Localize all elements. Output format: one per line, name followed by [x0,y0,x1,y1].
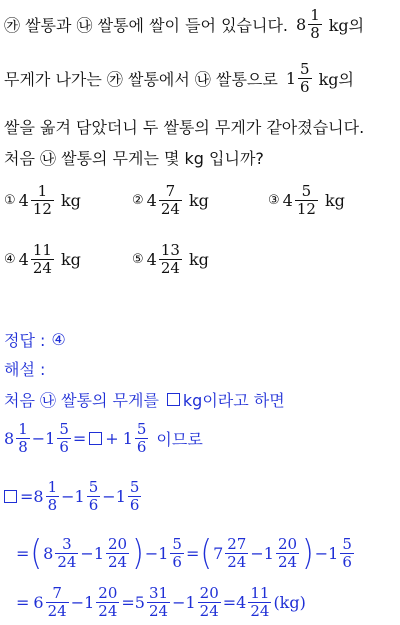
question-text: ㉮ 쌀통과 ㉯ 쌀통에 쌀이 들어 있습니다. [4,16,288,35]
minus-sign: − [144,544,159,563]
mixed-whole: 7 [213,544,224,563]
fraction [16,422,30,455]
option-mark: ② [132,193,144,208]
fraction [87,480,101,513]
solution-text: 처음 ㉯ 쌀통의 무게를 [4,391,159,410]
equals-sign: = [20,487,34,506]
numerator: 5 [301,182,312,200]
left-paren: ( [30,532,43,574]
mixed-whole: 1 [115,487,126,506]
minus-sign: − [250,544,264,563]
equals-sign: = [121,593,135,612]
numerator: 20 [277,535,298,553]
mixed-whole: 4 [236,593,247,612]
numerator: 1 [37,182,48,200]
question-line-4: 처음 ㉯ 쌀통의 무게는 몇 kg 입니까? [4,149,264,168]
mixed-whole: 1 [185,593,196,612]
minus-sign: − [314,544,329,563]
option-mark: ⑤ [132,252,144,267]
fraction [198,586,221,619]
denominator: 6 [300,78,310,96]
fraction [55,537,78,570]
denominator: 6 [88,496,99,514]
denominator: 12 [32,200,52,218]
equals-sign: = [16,544,30,563]
numerator: 5 [129,478,140,496]
mixed-whole: 1 [45,429,56,448]
fraction [135,422,149,455]
unit-text: (kg) [273,593,306,612]
mixed-whole: 8 [4,429,15,448]
mixed-whole: 4 [146,250,157,269]
mixed-whole: 1 [263,544,274,563]
mixed-whole: 1 [74,487,85,506]
equation-4 [16,586,306,619]
equals-sign: = [185,544,200,563]
denominator: 24 [148,602,169,620]
fraction [276,537,299,570]
option-mark: ① [4,193,16,208]
denominator: 24 [199,602,219,620]
mixed-whole: 1 [122,429,133,448]
mixed-whole: 1 [93,544,104,563]
unit-text: kg [324,191,345,210]
fraction [159,184,182,217]
numerator: 11 [250,584,270,602]
solution-text: kg이라고 하면 [182,391,285,410]
minus-sign: − [31,429,46,448]
numerator: 1 [47,478,58,496]
denominator: 6 [129,496,140,514]
solution-intro [4,388,285,411]
denominator: 6 [136,438,147,456]
mixed-whole: 8 [43,544,54,563]
fraction [57,422,71,455]
mixed-whole: 4 [146,191,157,210]
numerator: 5 [88,478,99,496]
fraction [147,586,170,619]
fraction [31,184,54,217]
fraction [46,480,60,513]
fraction [170,537,184,570]
denominator: 24 [98,602,118,620]
mixed-whole: 8 [296,15,307,34]
denominator: 24 [108,553,128,571]
answer-label: 정답 : [4,331,46,350]
minus-sign: − [61,487,75,506]
denominator: 8 [310,24,320,42]
option-2[interactable] [132,184,209,217]
numerator: 20 [98,584,118,602]
denominator: 24 [32,259,52,277]
option-5[interactable] [132,243,209,276]
fraction [298,62,312,95]
denominator: 24 [250,602,270,620]
numerator: 5 [300,60,310,78]
question-line-1 [4,8,364,41]
fraction [128,480,142,513]
unit-text: kg의 [328,16,365,35]
minus-sign: − [172,593,186,612]
denominator: 24 [277,553,298,571]
question-text: 무게가 나가는 ㉮ 쌀통에서 ㉯ 쌀통으로 [4,70,278,89]
equals-sign: = [16,593,30,612]
mixed-whole: 1 [158,544,169,563]
numerator: 20 [199,584,219,602]
numerator: 5 [342,535,352,553]
equation-1 [4,422,203,455]
numerator: 27 [227,535,247,553]
mixed-whole: 4 [18,191,29,210]
numerator: 11 [32,241,52,259]
fraction [159,243,182,276]
equation-3 [16,532,356,574]
mixed-whole: 1 [285,69,297,88]
question-line-2 [4,62,354,95]
left-paren: ( [200,532,213,574]
denominator: 24 [160,200,180,218]
denominator: 24 [227,553,247,571]
question-line-3: 쌀을 옮겨 담았더니 두 쌀통의 무게가 같아졌습니다. [4,118,365,137]
denominator: 8 [47,496,58,514]
unit-text: kg [60,191,81,210]
numerator: 31 [148,584,169,602]
denominator: 6 [172,553,182,571]
right-paren: ) [132,532,144,574]
equation-2 [4,480,143,513]
numerator: 5 [172,535,182,553]
fraction [225,537,248,570]
fraction [248,586,271,619]
denominator: 24 [47,602,67,620]
denominator: 24 [57,553,77,571]
minus-sign: − [70,593,85,612]
option-mark: ④ [4,252,16,267]
denominator: 8 [18,438,28,456]
equals-sign: = [72,429,87,448]
minus-sign: − [102,487,116,506]
unit-text: kg [188,250,209,269]
option-1[interactable] [4,184,81,217]
minus-sign: − [80,544,94,563]
fraction [106,537,129,570]
numerator: 1 [18,420,28,438]
mixed-whole: 4 [282,191,293,210]
equation-tail: 이므로 [156,430,203,449]
fraction [96,586,119,619]
mixed-whole: 1 [328,544,339,563]
unit-text: kg [60,250,81,269]
plus-sign: + [105,429,119,448]
unit-text: kg [188,191,209,210]
explanation-label: 해설 : [4,360,46,379]
denominator: 24 [160,259,180,277]
unknown-box [4,490,17,503]
mixed-whole: 5 [134,593,145,612]
fraction [31,243,54,276]
mixed-whole: 1 [84,593,95,612]
option-3[interactable] [268,184,345,217]
option-4[interactable] [4,243,81,276]
mixed-whole: 8 [33,487,44,506]
mixed-whole: 4 [18,250,29,269]
numerator: 5 [136,420,147,438]
unknown-box [167,393,180,406]
fraction [295,184,318,217]
numerator: 5 [59,420,69,438]
option-mark: ③ [268,193,280,208]
fraction [308,8,322,41]
right-paren: ) [302,532,314,574]
numerator: 7 [52,584,62,602]
answer-line [4,328,66,351]
fraction [340,537,354,570]
fraction [46,586,69,619]
numerator: 7 [165,182,176,200]
answer-value: ④ [51,330,66,349]
numerator: 1 [310,6,320,24]
denominator: 6 [59,438,69,456]
unit-text: kg의 [318,70,354,89]
numerator: 3 [62,535,72,553]
unknown-box [89,432,102,445]
denominator: 6 [342,553,352,571]
equals-sign: = [222,593,237,612]
denominator: 12 [296,200,316,218]
mixed-whole: 6 [33,593,44,612]
numerator: 13 [160,241,180,259]
numerator: 20 [108,535,128,553]
